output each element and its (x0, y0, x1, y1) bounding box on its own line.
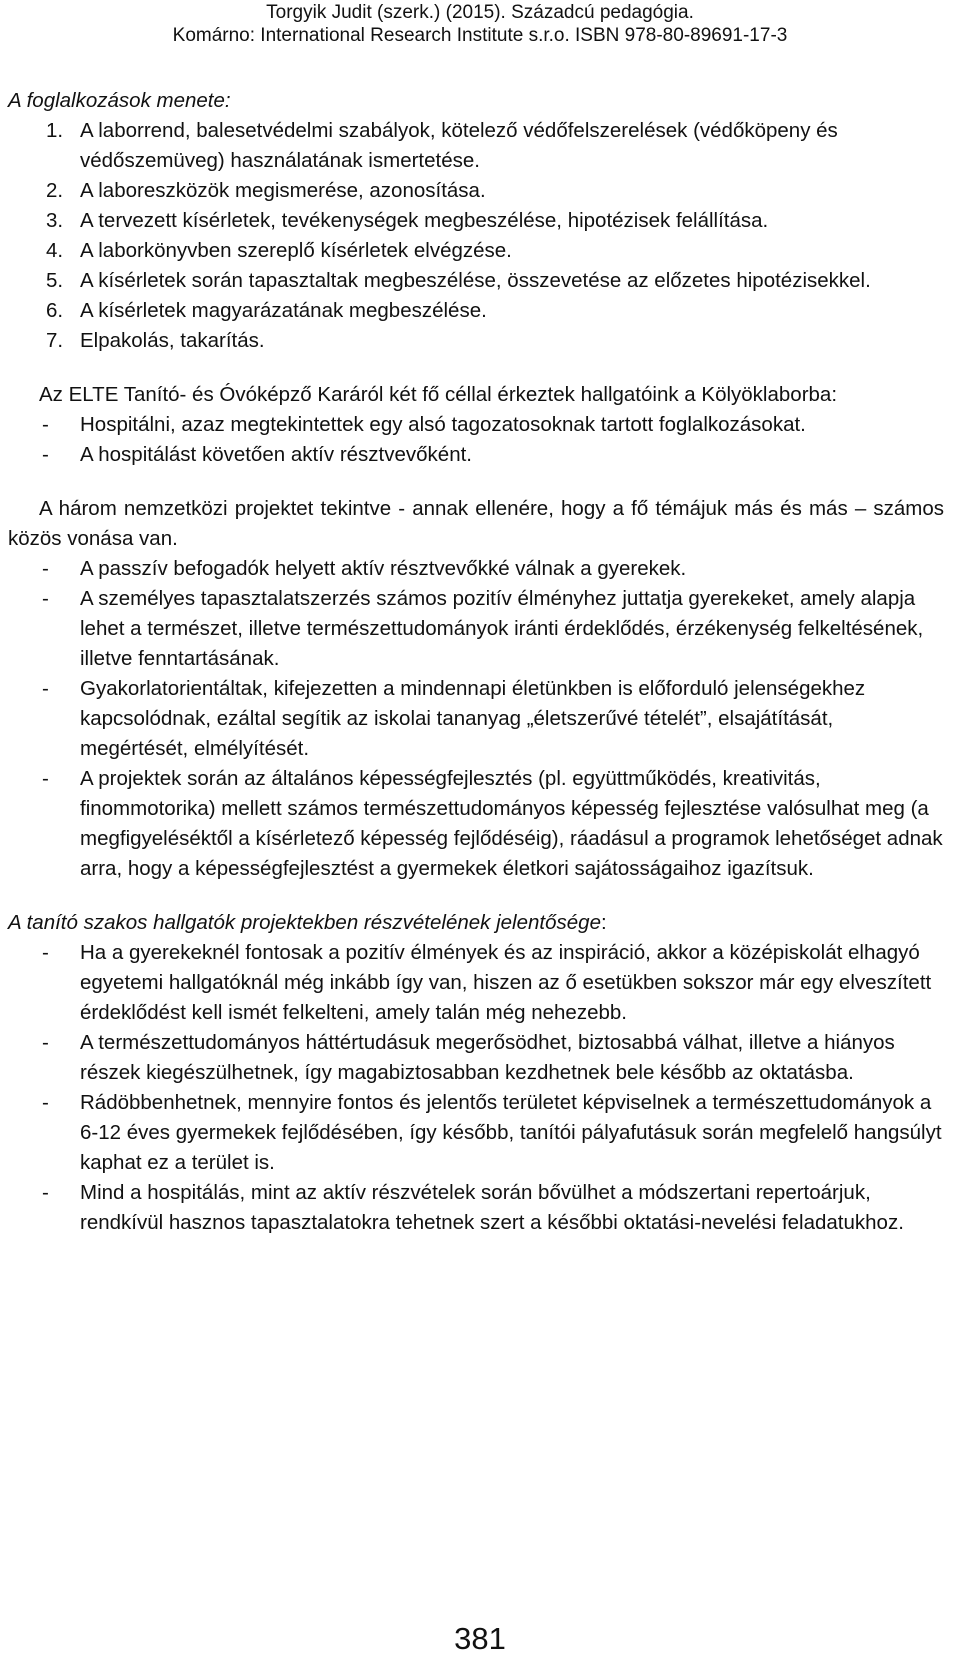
list-dash: - (42, 557, 49, 580)
header-publisher-line: Komárno: International Research Institute s.r.o. ISBN 978-80-89691-17-3 (172, 25, 788, 46)
list-item: 1. A laborrend, balesetvédelmi szabályok, kötelező védőfelszerelések (védőköpeny és védőszemüveg) használatának ismertetése. (46, 119, 838, 172)
list-dash: - (42, 941, 49, 964)
list-item: - Mind a hospitálás, mint az aktív részvételek során bővülhet a módszertani repertoárjuk, rendkívül hasznos tapasztalatokra tehetnek szert a későbbi oktatási-nevelési feladatukhoz. (8, 1178, 944, 1238)
list-item: - Ha a gyerekeknél fontosak a pozitív élmények és az inspiráció, akkor a középiskolát elhagyó egyetemi hallgatóknál még inkább így van, hiszen az ő esetükben sokszor már egy elveszített érdeklődést kell ismét felkelteni, amely talán még nehezebb. (8, 938, 944, 1028)
list-item: - A projektek során az általános képességfejlesztés (pl. együttműködés, kreativitás, finommotorika) mellett számos természettudományos képesség fejlesztése valósulhat meg (a megfigyeléséktől a kísérletező képesség fejlődéséig), ráadásul a programok lehetőséget adnak arra, hogy a képességfejlesztést a gyermekek életkori sajátosságaihoz igazítsuk. (8, 764, 944, 884)
list-item: - A természettudományos háttértudásuk megerősödhet, biztosabbá válhat, illetve a hiányos részek kiegészülhetnek, így magabiztosabban kezdhetnek bele később az oktatásba. (8, 1028, 944, 1088)
list-dash: - (42, 587, 49, 610)
list-item: 5. A kísérletek során tapasztaltak megbeszélése, összevetése az előzetes hipotézisekkel. (46, 269, 871, 292)
list-item: - A hospitálást követően aktív résztvevőként. (8, 440, 944, 470)
list-item: 7. Elpakolás, takarítás. (46, 329, 265, 352)
list-dash: - (42, 1031, 49, 1054)
list-item: 6. A kísérletek magyarázatának megbeszélése. (46, 299, 487, 322)
list-item: - Gyakorlatorientáltak, kifejezetten a mindennapi életünkben is előforduló jelenségekhez kapcsolódnak, ezáltal segítik az iskolai tananyag „életszerűvé tételét”, elsajátítását, megértését, elmélyítését. (8, 674, 944, 764)
list-dash: - (42, 677, 49, 700)
header-citation-line: Torgyik Judit (szerk.) (2015). Századcú pedagógia. (266, 2, 694, 23)
goals-list (8, 410, 944, 470)
page-header (0, 0, 960, 47)
list-item: - Hospitálni, azaz megtekintettek egy alsó tagozatosoknak tartott foglalkozásokat. (8, 410, 944, 440)
list-item: 2. A laboreszközök megismerése, azonosítása. (46, 179, 486, 202)
paragraph-projects: A három nemzetközi projektet tekintve - annak ellenére, hogy a fő témájuk más és más – számos közös vonása van. (8, 497, 944, 550)
list-item: - Rádöbbenhetnek, mennyire fontos és jelentős területet képviselnek a természettudományok a 6-12 éves gyermekek fejlődésében, így később, tanítói pályafutásuk során megfelelő hangsúlyt kaphat ez a terület is. (8, 1088, 944, 1178)
list-item: - A passzív befogadók helyett aktív résztvevőkké válnak a gyerekek. (8, 554, 944, 584)
section-heading-activities: A foglalkozások menete: (8, 89, 231, 112)
page-number: 381 (454, 1621, 506, 1656)
list-dash: - (42, 1181, 49, 1204)
list-item: - A személyes tapasztalatszerzés számos pozitív élményhez juttatja gyerekeket, amely alapja lehet a természet, illetve természettudományok iránti érdeklődés, érzékenység felkeltésének, illetve fenntartásának. (8, 584, 944, 674)
document-body (8, 86, 944, 1238)
significance-list (8, 938, 944, 1238)
projects-features-list (8, 554, 944, 884)
list-item: 3. A tervezett kísérletek, tevékenységek megbeszélése, hipotézisek felállítása. (46, 209, 769, 232)
paragraph-goals: Az ELTE Tanító- és Óvóképző Karáról két fő céllal érkeztek hallgatóink a Kölyöklaborba: (39, 383, 838, 406)
list-dash: - (42, 413, 49, 436)
section-heading-significance: A tanító szakos hallgatók projektekben részvételének jelentősége: (8, 911, 607, 934)
activity-steps-list (8, 116, 944, 356)
list-item: 4. A laborkönyvben szereplő kísérletek elvégzése. (46, 239, 512, 262)
list-dash: - (42, 1091, 49, 1114)
list-dash: - (42, 443, 49, 466)
list-dash: - (42, 767, 49, 790)
